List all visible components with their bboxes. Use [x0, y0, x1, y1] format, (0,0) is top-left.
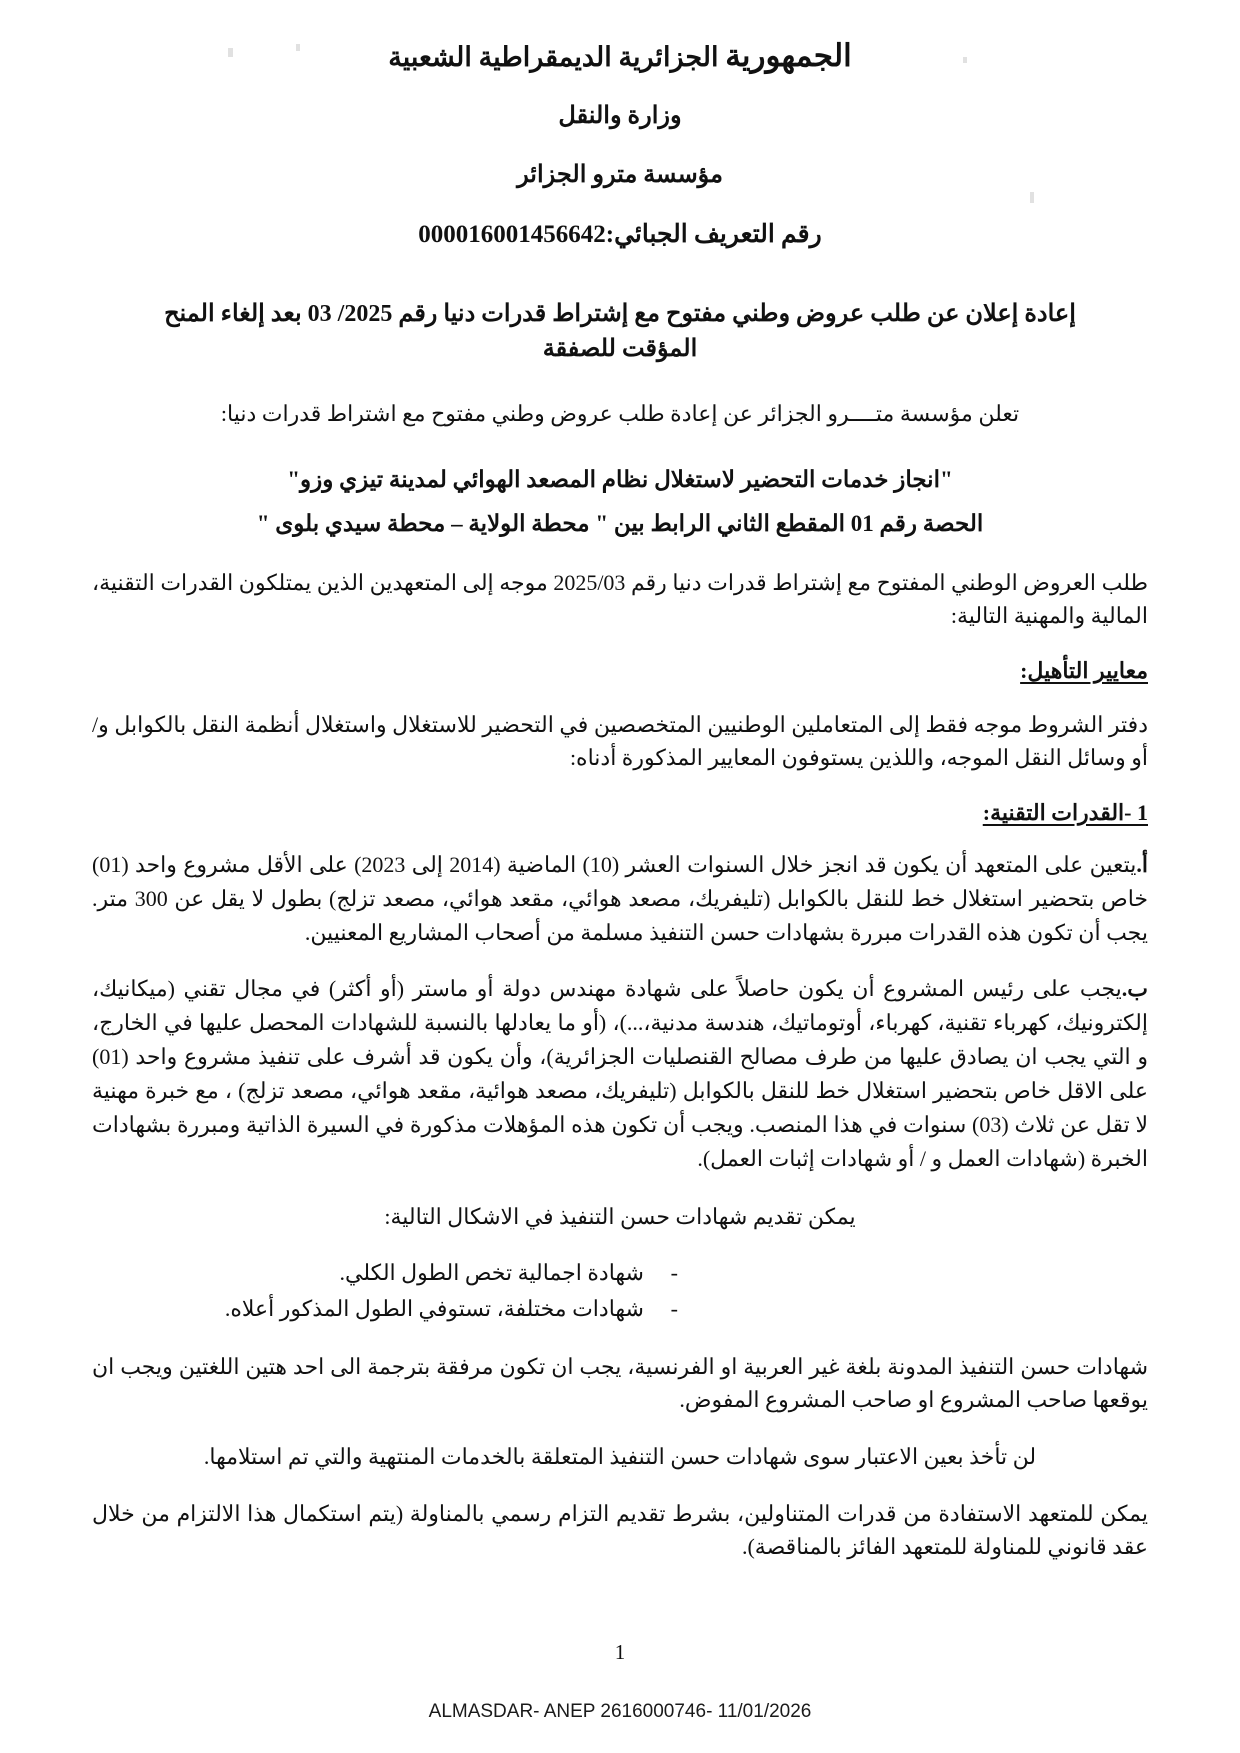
header-entity: مؤسسة مترو الجزائر [517, 162, 723, 188]
acceptance-paragraph: لن تأخذ بعين الاعتبار سوى شهادات حسن التنفيذ المتعلقة بالخدمات المنتهية والتي تم استلامها. [203, 1443, 1037, 1469]
announcement-intro: تعلن مؤسسة متــــرو الجزائر عن إعادة طلب عروض وطني مفتوح مع اشتراط قدرات دنيا: [220, 400, 1020, 426]
page-number: 1 [614, 1640, 626, 1664]
list-item-label: شهادات مختلفة، تستوفي الطول المذكور أعلاه. [224, 1295, 644, 1321]
technical-item-b [92, 972, 1148, 1177]
qualification-intro-paragraph: دفتر الشروط موجه فقط إلى المتعاملين الوطنيين المتخصصين في التحضير للاستغلال واستغلال أنظمة النقل بالكوابل و/أو وسائل النقل الموجه، واللذين يستوفون المعايير المذكورة أدناه: [92, 711, 1148, 770]
header-ministry: وزارة والنقل [558, 103, 682, 129]
list-item-label: شهادة اجمالية تخص الطول الكلي. [339, 1260, 644, 1286]
technical-item-a [92, 848, 1148, 950]
technical-item-a-text: يتعين على المتعهد أن يكون قد انجز خلال السنوات العشر (10) الماضية (2014 إلى 2023) على الأقل مشروع واحد (01) خاص بتحضير استغلال خط للنقل بالكوابل (تليفريك، مصعد هوائي، مقعد هوائي، مصعد تزلج) بطول لا يقل عن 300 متر. يجب أن تكون هذه القدرات مبررة بشهادات حسن التنفيذ مسلمة من أصحاب المشاريع المعنيين. [92, 851, 1148, 945]
project-title: "انجاز خدمات التحضير لاستغلال نظام المصعد الهوائي لمدينة تيزي وزو" [287, 466, 953, 492]
technical-item-b-marker: ب. [1121, 975, 1148, 1001]
header-republic-line [92, 40, 1148, 71]
scope-paragraph: طلب العروض الوطني المفتوح مع إشتراط قدرات دنيا رقم 2025/03 موجه إلى المتعهدين الذين يمتلكون القدرات التقنية، المالية والمهنية التالية: [92, 569, 1148, 628]
subcontracting-paragraph: يمكن للمتعهد الاستفادة من قدرات المتناولين، بشرط تقديم التزام رسمي بالمناولة (يتم استكمال هذا الالتزام من خلال عقد قانوني للمناولة للمتعهد الفائز بالمناقصة). [92, 1500, 1148, 1559]
project-lot: الحصة رقم 01 المقطع الثاني الرابط بين " محطة الولاية – محطة سيدي بلوى " [256, 511, 984, 537]
announcement-title: إعادة إعلان عن طلب عروض وطني مفتوح مع إشتراط قدرات دنيا رقم 2025/ 03 بعد إلغاء المنح المؤقت للصفقة [164, 301, 1076, 362]
technical-item-a-marker: أ. [1136, 851, 1148, 877]
translation-paragraph: شهادات حسن التنفيذ المدونة بلغة غير العربية او الفرنسية، يجب ان تكون مرفقة بترجمة الى احد هتين اللغتين ويجب ان يوقعها صاحب المشروع او صاحب المشروع المفوض. [92, 1353, 1148, 1412]
list-item [92, 1291, 1148, 1326]
footer-credit: ALMASDAR- ANEP 2616000746- 11/01/2026 [428, 1701, 812, 1722]
dash-bullet-icon: - [670, 1260, 678, 1286]
qualification-criteria-heading: معايير التأهيل: [1020, 657, 1148, 683]
tax-identification-number: رقم التعريف الجبائي:000016001456642 [418, 221, 822, 248]
document-body [92, 40, 1148, 1563]
dash-bullet-icon: - [670, 1295, 678, 1321]
technical-capacities-heading: 1 -القدرات التقنية: [982, 799, 1148, 825]
header-republic-lead: الجمهورية [725, 38, 852, 73]
list-item [92, 1255, 1148, 1290]
header-republic-rest: الجزائرية الديمقراطية الشعبية [388, 42, 726, 72]
certificates-list [92, 1255, 1148, 1325]
certificates-lead-in: يمكن تقديم شهادات حسن التنفيذ في الاشكال التالية: [384, 1204, 856, 1230]
technical-item-b-text: يجب على رئيس المشروع أن يكون حاصلاً على شهادة مهندس دولة أو ماستر (أو أكثر) في مجال تقني (ميكانيك، إلكترونيك، كهرباء تقنية، كهرباء، أوتوماتيك، هندسة مدنية،...)، (أو ما يعادلها بالنسبة للشهادات المحصل عليها في الخارج، و التي يجب ان يصادق عليها من طرف مصالح القنصليات الجزائرية)، وأن يكون قد أشرف على تنفيذ مشروع واحد (01) على الاقل خاص بتحضير استغلال خط للنقل بالكوابل (تليفريك، مصعد هوائية، مقعد هوائي، مصعد تزلج) ، مع خبرة مهنية لا تقل عن ثلاث (03) سنوات في هذا المنصب. ويجب أن تكون هذه المؤهلات مذكورة في السيرة الذاتية ومبررة بشهادات الخبرة (شهادات العمل و / أو شهادات إثبات العمل). [92, 975, 1148, 1172]
